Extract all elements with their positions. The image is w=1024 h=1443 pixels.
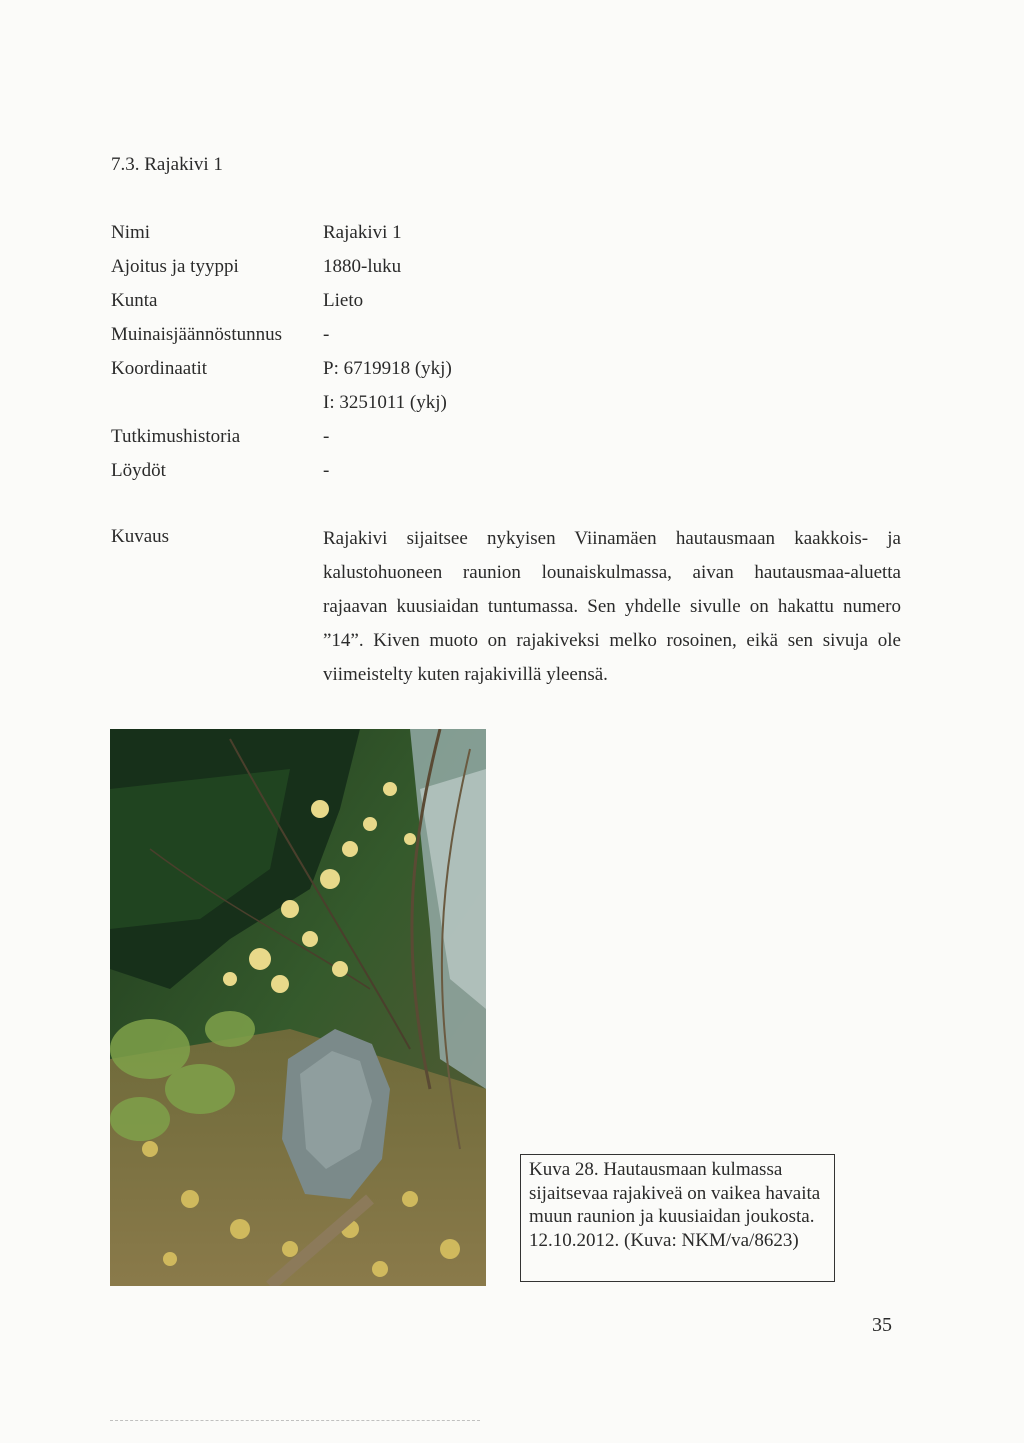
section-heading: 7.3. Rajakivi 1	[111, 154, 223, 175]
kunta-value: Lieto	[323, 290, 364, 311]
tutkimushistoria-value: -	[323, 426, 330, 447]
tunnus-label: Muinaisjäännöstunnus	[111, 324, 282, 345]
nimi-value: Rajakivi 1	[323, 222, 402, 243]
koordinaatit-label: Koordinaatit	[111, 358, 208, 379]
tunnus-value: -	[323, 324, 330, 345]
ajoitus-label: Ajoitus ja tyyppi	[111, 256, 239, 277]
page-number: 35	[872, 1314, 892, 1336]
loydot-label: Löydöt	[111, 460, 166, 481]
figure-caption: Kuva 28. Hautausmaan kulmassa sijaitsevaa rajakiveä on vaikea havaita muun raunion ja kuusiaidan joukosta. 12.10.2012. (Kuva: NKM/va/8623)	[520, 1154, 835, 1282]
nimi-label: Nimi	[111, 222, 151, 243]
photo-boundary-stone	[110, 729, 486, 1286]
kunta-label: Kunta	[111, 290, 158, 311]
tutkimushistoria-label: Tutkimushistoria	[111, 426, 241, 447]
description-label: Kuvaus	[111, 526, 170, 547]
description-text: Rajakivi sijaitsee nykyisen Viinamäen hautausmaan kaakkois- ja kalustohuoneen raunion lounaiskulmassa, aivan hautausmaa-aluetta rajaavan kuusiaidan tuntumassa. Sen yhdelle sivulle on hakattu numero ”14”. Kiven muoto on rajakiveksi melko rosoinen, eikä sen sivuja ole viimeistelty kuten rajakivillä yleensä.	[323, 528, 901, 685]
ajoitus-value: 1880-luku	[323, 256, 402, 277]
loydot-value: -	[323, 460, 330, 481]
koordinaatit-i-value: I: 3251011 (ykj)	[323, 392, 447, 413]
koordinaatit-p-value: P: 6719918 (ykj)	[323, 358, 452, 379]
scan-artifact-line	[110, 1420, 480, 1423]
